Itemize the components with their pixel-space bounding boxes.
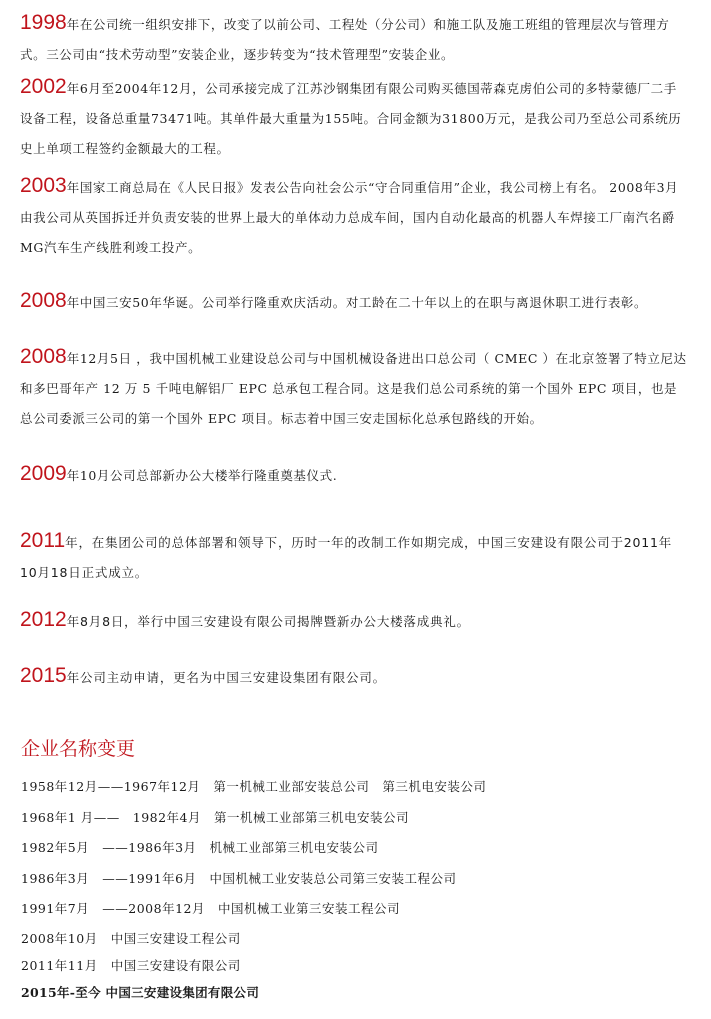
timeline-entry [20,342,688,434]
entry-year: 2011 [20,529,66,552]
timeline-entry [20,286,688,318]
entry-text: 年中国三安50年华诞。公司举行隆重欢庆活动。对工龄在二十年以上的在职与离退休职工进行表彰。 [66,295,648,310]
list-item: 1968年1 月—— 1982年4月 第一机械工业部第三机电安装公司 [21,809,410,825]
list-item: 1982年5月 ——1986年3月 机械工业部第三机电安装公司 [21,840,379,855]
entry-text: 年在公司统一组织安排下，改变了以前公司、工程处（分公司）和施工队及施工班组的管理层次与管理方式。三公司由“技术劳动型”安装企业，逐步转变为“技术管理型”安装企业。 [20,17,670,62]
section-title: 企业名称变更 [21,738,136,760]
list-item: 2011年11月 中国三安建设有限公司 [21,957,241,973]
entry-text: 年，在集团公司的总体部署和领导下，历时一年的改制工作如期完成，中国三安建设有限公司于2011年10月18日正式成立。 [20,535,673,580]
timeline-entry [20,526,688,588]
entry-text: 年国家工商总局在《人民日报》发表公告向社会公示“守合同重信用”企业，我公司榜上有名。 2008年3月由我公司从英国拆迁并负责安装的世界上最大的单体动力总成车间，国内自动化最高的机器人车焊接工厂南汽名爵MG汽车生产线胜利竣工投产。 [20,180,679,255]
timeline-entry [20,661,688,693]
list-item: 2008年10月 中国三安建设工程公司 [21,930,241,946]
timeline-entry [20,459,688,491]
timeline-entry [20,8,688,70]
entry-text: 年8月8日，举行中国三安建设有限公司揭牌暨新办公大楼落成典礼。 [66,614,470,629]
entry-year: 2002 [20,75,67,98]
name-change-list [21,772,681,1006]
entry-year: 2008 [20,289,67,312]
entry-year: 2009 [20,462,67,485]
entry-text: 年10月公司总部新办公大楼举行隆重奠基仪式. [66,468,338,483]
entry-text: 年公司主动申请，更名为中国三安建设集团有限公司。 [66,670,386,685]
list-item: 2015年-至今 中国三安建设集团有限公司 [21,984,260,1000]
entry-year: 2003 [20,174,67,197]
entry-year: 2008 [20,345,67,368]
entry-text: 年6月至2004年12月，公司承接完成了江苏沙钢集团有限公司购买德国蒂森克虏伯公司的多特蒙德厂二手设备工程，设备总重量73471吨。其单件最大重量为155吨。合同金额为31800万元，是我公司乃至总公司系统历史上单项工程签约金额最大的工程。 [20,81,682,156]
timeline-entry [20,171,688,263]
list-item: 1991年7月 ——2008年12月 中国机械工业第三安装工程公司 [21,901,400,916]
timeline-entry [20,605,688,637]
entry-year: 2012 [20,608,67,631]
list-item: 1958年12月——1967年12月 第一机械工业部安装总公司 第三机电安装公司 [21,779,487,794]
entry-year: 1998 [20,11,67,34]
entry-year: 2015 [20,664,67,687]
timeline-entry [20,72,688,164]
list-item: 1986年3月 ——1991年6月 中国机械工业安装总公司第三安装工程公司 [21,870,457,886]
entry-text: 年12月5日 ，我中国机械工业建设总公司与中国机械设备进出口总公司（ CMEC ）在北京签署了特立尼达和多巴哥年产 12 万 5 千吨电解铝厂 EPC 总承包工程合同。这是我们总公司系统的第一个国外 EPC 项目，也是总公司委派三公司的第一个国外 EPC 项目。标志着中国三安走国标化总承包路线的开始。 [20,351,687,426]
